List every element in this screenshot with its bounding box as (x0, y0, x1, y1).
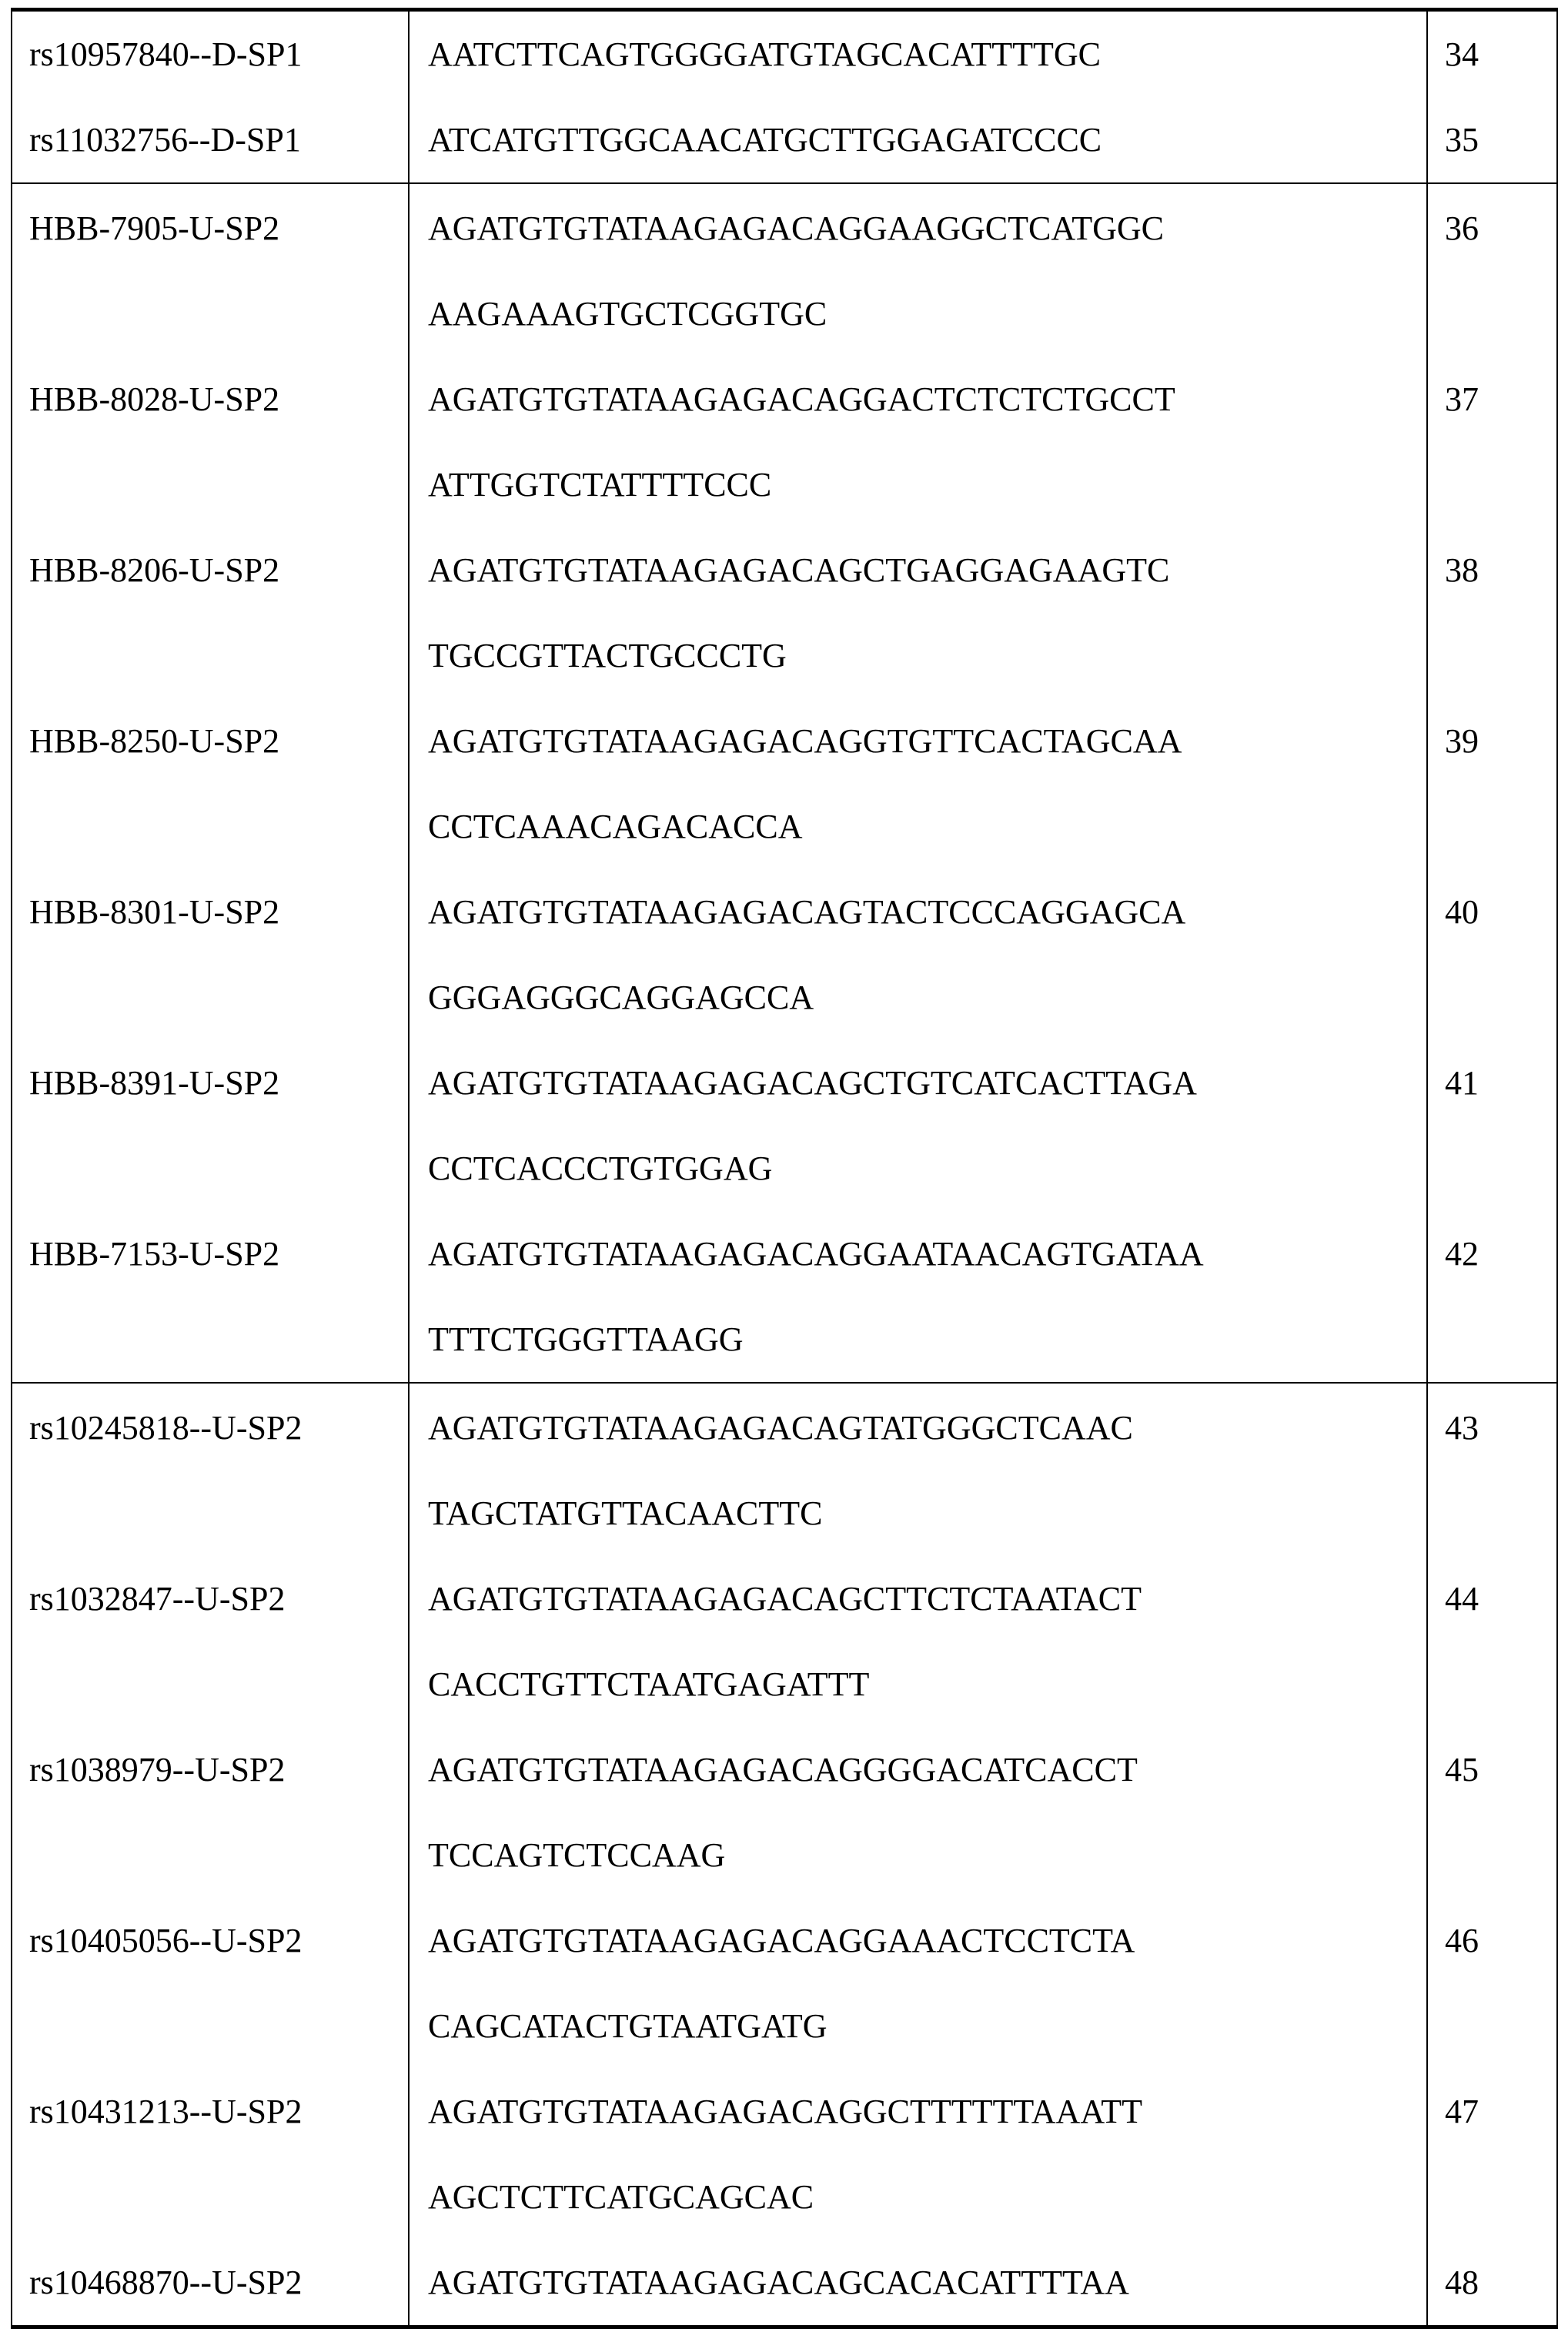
primer-name-cell (12, 1211, 409, 1383)
sequence-cell (409, 527, 1427, 698)
primer-name-cell (12, 2069, 409, 2240)
primer-name: rs11032756--D-SP1 (29, 97, 408, 182)
seq-id-cell (1427, 1040, 1557, 1211)
sequence-line: TGCCGTTACTGCCCTG (428, 613, 1426, 698)
sequence-line: CCTCACCCTGTGGAG (428, 1126, 1426, 1211)
primer-name-cell (12, 1898, 409, 2069)
sequence-cell (409, 356, 1427, 527)
primer-name-cell (12, 1556, 409, 1727)
table-section (12, 183, 1557, 1383)
sequence-line: AGATGTGTATAAGAGACAGGCTTTTTTAAATT (428, 2069, 1426, 2154)
seq-id-cell (1427, 1898, 1557, 2069)
sequence-line: ATCATGTTGGCAACATGCTTGGAGATCCCC (428, 97, 1426, 182)
sequence-line: CCTCAAACAGACACCA (428, 784, 1426, 869)
table-row (12, 698, 1557, 869)
sequence-line: AGATGTGTATAAGAGACAGGGGACATCACCT (428, 1727, 1426, 1812)
table-section (12, 1383, 1557, 2327)
table-row (12, 356, 1557, 527)
sequence-line: AAGAAAGTGCTCGGTGC (428, 271, 1426, 356)
sequence-line: GGGAGGGCAGGAGCCA (428, 955, 1426, 1040)
seq-id-number: 34 (1445, 12, 1556, 97)
sequence-line: TCCAGTCTCCAAG (428, 1812, 1426, 1898)
primer-name-cell (12, 869, 409, 1040)
primer-name-cell (12, 698, 409, 869)
seq-id-cell (1427, 1727, 1557, 1898)
seq-id-number: 42 (1445, 1211, 1556, 1297)
table-row (12, 1211, 1557, 1383)
seq-id-number: 44 (1445, 1556, 1556, 1641)
table-row (12, 10, 1557, 98)
primer-name: HBB-7153-U-SP2 (29, 1211, 408, 1297)
table-row (12, 97, 1557, 183)
primer-name-cell (12, 1383, 409, 1556)
sequence-cell (409, 1727, 1427, 1898)
seq-id-number: 38 (1445, 527, 1556, 613)
sequence-line: CAGCATACTGTAATGATG (428, 1983, 1426, 2069)
sequence-cell (409, 1040, 1427, 1211)
seq-id-number: 41 (1445, 1040, 1556, 1126)
sequence-line: AGATGTGTATAAGAGACAGCTGTCATCACTTAGA (428, 1040, 1426, 1126)
primer-name: HBB-8391-U-SP2 (29, 1040, 408, 1126)
seq-id-number: 35 (1445, 97, 1556, 182)
primer-name: HBB-8301-U-SP2 (29, 869, 408, 955)
table-row (12, 2240, 1557, 2327)
primer-name: HBB-8028-U-SP2 (29, 356, 408, 442)
sequence-line: AGATGTGTATAAGAGACAGGAAGGCTCATGGC (428, 186, 1426, 271)
seq-id-number: 47 (1445, 2069, 1556, 2154)
primer-name: rs10957840--D-SP1 (29, 12, 408, 97)
seq-id-number: 46 (1445, 1898, 1556, 1983)
table-row (12, 2069, 1557, 2240)
seq-id-cell (1427, 527, 1557, 698)
seq-id-cell (1427, 10, 1557, 98)
sequence-line: TAGCTATGTTACAACTTC (428, 1471, 1426, 1556)
seq-id-cell (1427, 1383, 1557, 1556)
sequence-cell (409, 2069, 1427, 2240)
sequence-cell (409, 1898, 1427, 2069)
table-row (12, 1898, 1557, 2069)
sequence-line: AGATGTGTATAAGAGACAGGAAACTCCTCTA (428, 1898, 1426, 1983)
table-row (12, 1383, 1557, 1556)
table-row (12, 1727, 1557, 1898)
sequence-cell (409, 1383, 1427, 1556)
sequence-cell (409, 1556, 1427, 1727)
seq-id-number: 36 (1445, 186, 1556, 271)
primer-name-cell (12, 1040, 409, 1211)
seq-id-cell (1427, 2069, 1557, 2240)
seq-id-number: 39 (1445, 698, 1556, 784)
sequence-cell (409, 869, 1427, 1040)
table-row (12, 1556, 1557, 1727)
sequence-line: TTTCTGGGTTAAGG (428, 1297, 1426, 1382)
table-row (12, 869, 1557, 1040)
seq-id-number: 43 (1445, 1385, 1556, 1471)
seq-id-cell (1427, 869, 1557, 1040)
primer-name: rs1038979--U-SP2 (29, 1727, 408, 1812)
sequence-cell (409, 183, 1427, 356)
primer-name: rs1032847--U-SP2 (29, 1556, 408, 1641)
seq-id-cell (1427, 1211, 1557, 1383)
sequence-line: AGATGTGTATAAGAGACAGTACTCCCAGGAGCA (428, 869, 1426, 955)
sequence-line: AGATGTGTATAAGAGACAGCTTCTCTAATACT (428, 1556, 1426, 1641)
seq-id-number: 40 (1445, 869, 1556, 955)
primer-name: HBB-7905-U-SP2 (29, 186, 408, 271)
seq-id-cell (1427, 97, 1557, 183)
sequence-line: AGATGTGTATAAGAGACAGGAATAACAGTGATAA (428, 1211, 1426, 1297)
seq-id-cell (1427, 2240, 1557, 2327)
seq-id-cell (1427, 698, 1557, 869)
primer-name-cell (12, 356, 409, 527)
primer-name-cell (12, 2240, 409, 2327)
primer-name-cell (12, 1727, 409, 1898)
primer-name: rs10245818--U-SP2 (29, 1385, 408, 1471)
primer-sequence-table (11, 8, 1558, 2329)
primer-name: rs10405056--U-SP2 (29, 1898, 408, 1983)
sequence-cell (409, 698, 1427, 869)
primer-name-cell (12, 97, 409, 183)
primer-name-cell (12, 10, 409, 98)
sequence-line: AGATGTGTATAAGAGACAGTATGGGCTCAAC (428, 1385, 1426, 1471)
sequence-line: AGCTCTTCATGCAGCAC (428, 2154, 1426, 2240)
seq-id-number: 37 (1445, 356, 1556, 442)
sequence-line: ATTGGTCTATTTTCCC (428, 442, 1426, 527)
table-row (12, 1040, 1557, 1211)
seq-id-number: 48 (1445, 2240, 1556, 2325)
primer-name-cell (12, 183, 409, 356)
sequence-cell (409, 1211, 1427, 1383)
seq-id-number: 45 (1445, 1727, 1556, 1812)
sequence-line: CACCTGTTCTAATGAGATTT (428, 1641, 1426, 1727)
table-row (12, 183, 1557, 356)
sequence-line: AGATGTGTATAAGAGACAGGACTCTCTCTGCCT (428, 356, 1426, 442)
primer-name: rs10468870--U-SP2 (29, 2240, 408, 2325)
primer-name: HBB-8206-U-SP2 (29, 527, 408, 613)
seq-id-cell (1427, 1556, 1557, 1727)
seq-id-cell (1427, 356, 1557, 527)
sequence-line: AGATGTGTATAAGAGACAGGTGTTCACTAGCAA (428, 698, 1426, 784)
primer-name: rs10431213--U-SP2 (29, 2069, 408, 2154)
primer-name: HBB-8250-U-SP2 (29, 698, 408, 784)
primer-name-cell (12, 527, 409, 698)
sequence-line: AGATGTGTATAAGAGACAGCACACATTTTAA (428, 2240, 1426, 2325)
sequence-cell (409, 2240, 1427, 2327)
table-row (12, 527, 1557, 698)
sequence-cell (409, 97, 1427, 183)
seq-id-cell (1427, 183, 1557, 356)
sequence-cell (409, 10, 1427, 98)
table-section (12, 10, 1557, 184)
sequence-line: AGATGTGTATAAGAGACAGCTGAGGAGAAGTC (428, 527, 1426, 613)
sequence-line: AATCTTCAGTGGGGATGTAGCACATTTTGC (428, 12, 1426, 97)
